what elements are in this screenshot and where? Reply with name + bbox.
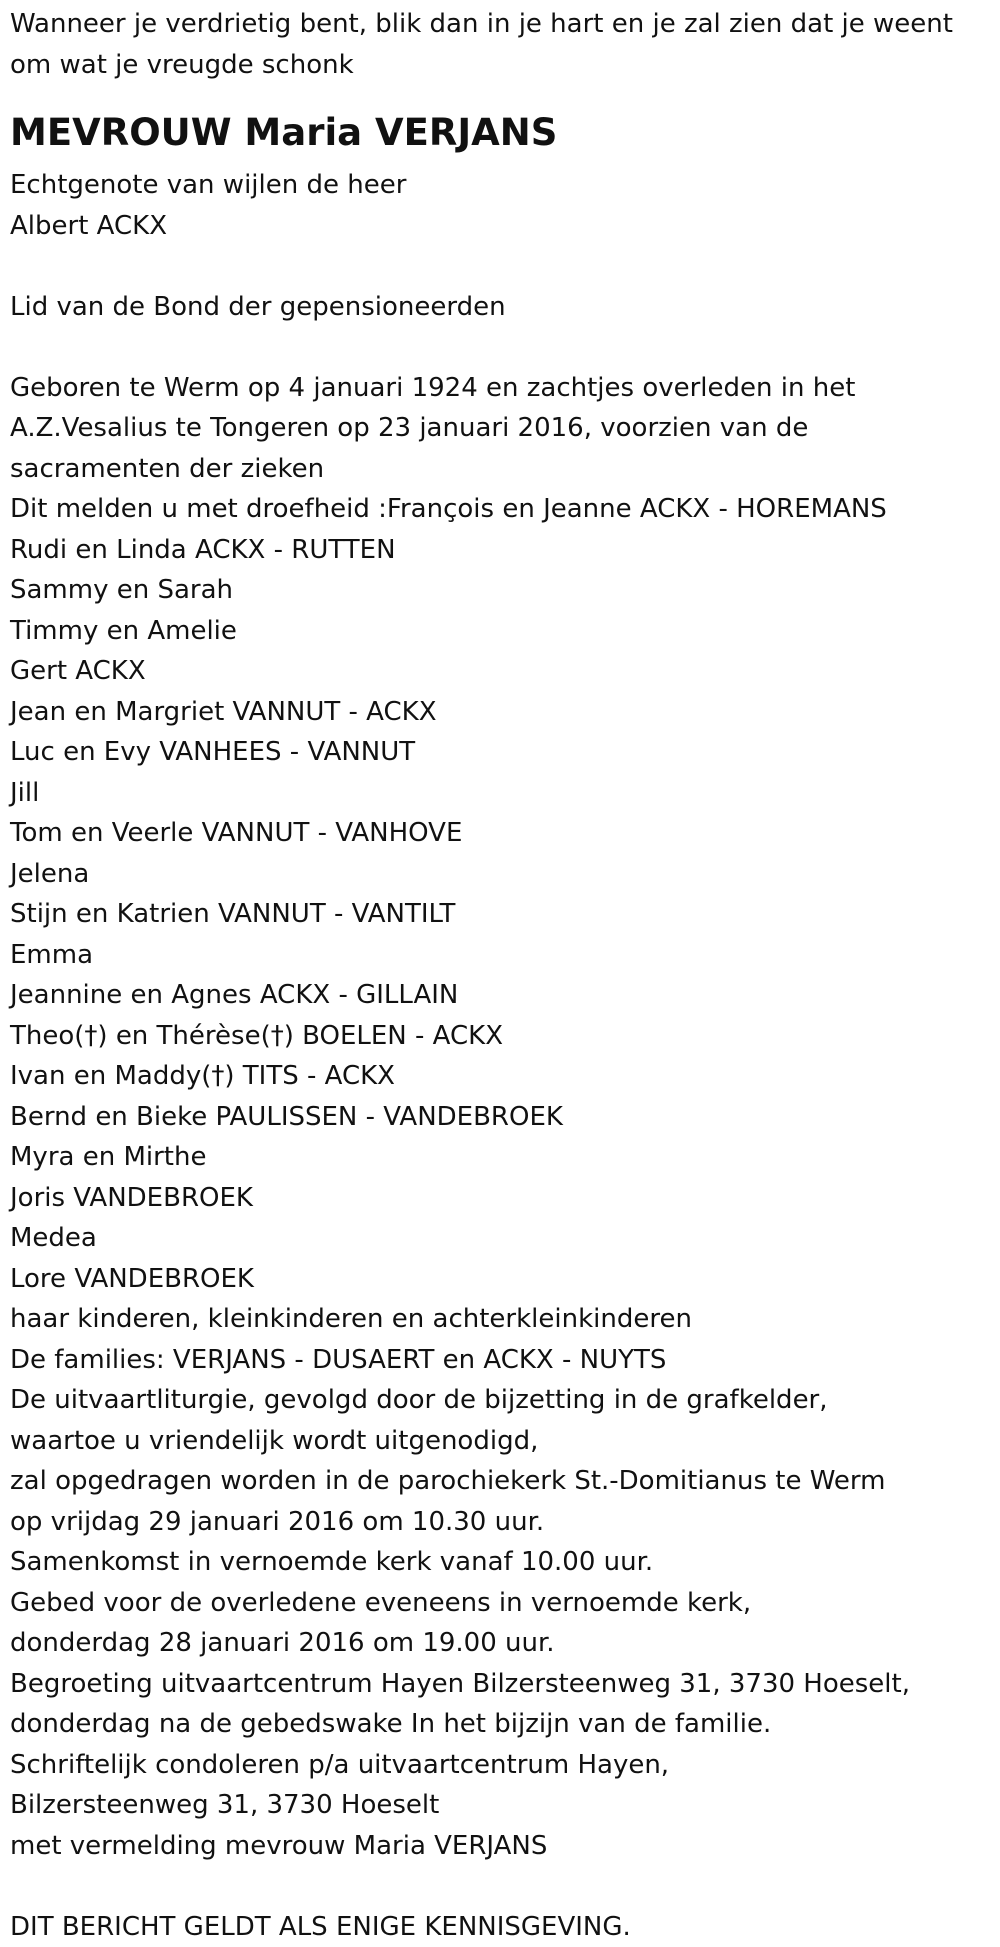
family-line: Medea [10,1218,995,1259]
spouse-line: Echtgenote van wijlen de heer [10,165,995,206]
family-line: Theo(†) en Thérèse(†) BOELEN - ACKX [10,1016,995,1057]
spouse-line: Albert ACKX [10,206,995,247]
spacer [10,327,995,368]
family-line: Tom en Veerle VANNUT - VANHOVE [10,813,995,854]
funeral-line: zal opgedragen worden in de parochiekerk St.-Domitianus te Werm [10,1461,995,1502]
funeral-line: Gebed voor de overledene eveneens in vernoemde kerk, [10,1583,995,1624]
deceased-name: MEVROUW Maria VERJANS [10,111,995,155]
funeral-line: De uitvaartliturgie, gevolgd door de bijzetting in de grafkelder, [10,1380,995,1421]
funeral-line: donderdag 28 januari 2016 om 19.00 uur. [10,1623,995,1664]
birth-death-line: A.Z.Vesalius te Tongeren op 23 januari 2016, voorzien van de [10,408,995,449]
family-line: Jelena [10,854,995,895]
family-line: Dit melden u met droefheid :François en Jeanne ACKX - HOREMANS [10,489,995,530]
membership-line: Lid van de Bond der gepensioneerden [10,287,995,328]
spouse-block [10,165,995,246]
closing-notice: DIT BERICHT GELDT ALS ENIGE KENNISGEVING. [10,1907,995,1947]
birth-death-line: sacramenten der zieken [10,449,995,490]
birth-death-block [10,368,995,490]
family-line: Joris VANDEBROEK [10,1178,995,1219]
family-line: Jean en Margriet VANNUT - ACKX [10,692,995,733]
family-line: haar kinderen, kleinkinderen en achterkleinkinderen [10,1299,995,1340]
family-line: Rudi en Linda ACKX - RUTTEN [10,530,995,571]
family-line: Timmy en Amelie [10,611,995,652]
funeral-line: waartoe u vriendelijk wordt uitgenodigd, [10,1421,995,1462]
obituary-notice [10,4,995,1947]
quote-line: Wanneer je verdrietig bent, blik dan in je hart en je zal zien dat je weent [10,4,995,45]
family-list [10,489,995,1380]
family-line: Gert ACKX [10,651,995,692]
spacer [10,246,995,287]
funeral-line: op vrijdag 29 januari 2016 om 10.30 uur. [10,1502,995,1543]
quote-block [10,4,995,85]
family-line: Myra en Mirthe [10,1137,995,1178]
family-line: Jill [10,773,995,814]
quote-line: om wat je vreugde schonk [10,45,995,86]
birth-death-line: Geboren te Werm op 4 januari 1924 en zachtjes overleden in het [10,368,995,409]
family-line: Sammy en Sarah [10,570,995,611]
family-line: Luc en Evy VANHEES - VANNUT [10,732,995,773]
funeral-line: Samenkomst in vernoemde kerk vanaf 10.00 uur. [10,1542,995,1583]
family-line: Jeannine en Agnes ACKX - GILLAIN [10,975,995,1016]
funeral-line: met vermelding mevrouw Maria VERJANS [10,1826,995,1867]
family-line: Lore VANDEBROEK [10,1259,995,1300]
funeral-line: Begroeting uitvaartcentrum Hayen Bilzersteenweg 31, 3730 Hoeselt, [10,1664,995,1705]
family-line: Stijn en Katrien VANNUT - VANTILT [10,894,995,935]
family-line: Ivan en Maddy(†) TITS - ACKX [10,1056,995,1097]
family-line: Bernd en Bieke PAULISSEN - VANDEBROEK [10,1097,995,1138]
spacer [10,1866,995,1907]
family-line: Emma [10,935,995,976]
funeral-line: Bilzersteenweg 31, 3730 Hoeselt [10,1785,995,1826]
funeral-line: donderdag na de gebedswake In het bijzijn van de familie. [10,1704,995,1745]
funeral-line: Schriftelijk condoleren p/a uitvaartcentrum Hayen, [10,1745,995,1786]
family-line: De families: VERJANS - DUSAERT en ACKX - NUYTS [10,1340,995,1381]
funeral-details [10,1380,995,1866]
